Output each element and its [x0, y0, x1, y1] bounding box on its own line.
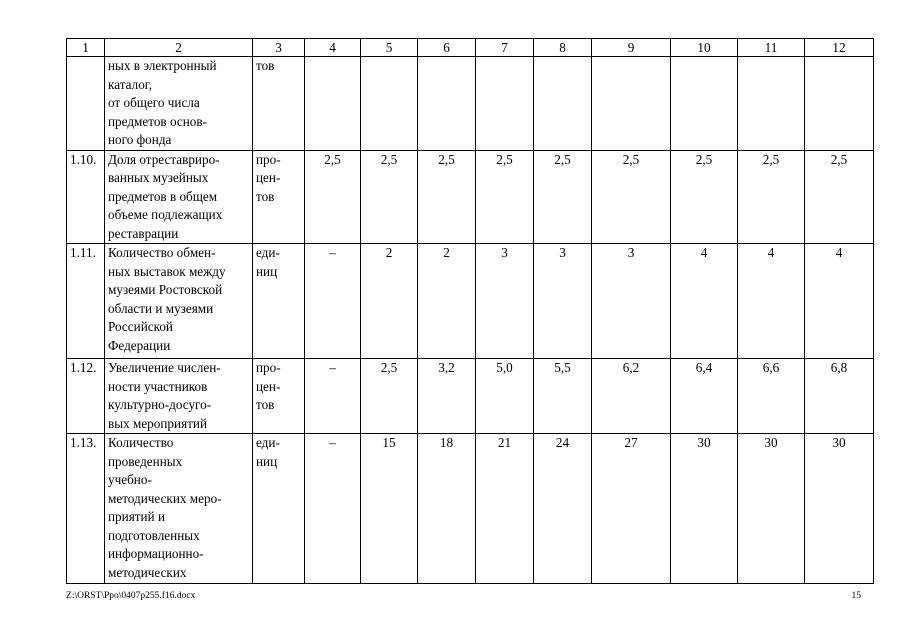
table-row: [67, 244, 874, 359]
value-cell: 2,5: [592, 150, 671, 244]
indicator-name-line: ных выставок между: [108, 263, 226, 279]
value-cell: 24: [534, 434, 592, 584]
value-cell: –: [305, 434, 361, 584]
header-cell: 12: [805, 39, 874, 57]
value-cell: 30: [805, 434, 874, 584]
value-cell: 2,5: [476, 150, 534, 244]
value-cell: 3: [534, 244, 592, 359]
indicator-name-line: предметов в общем: [108, 188, 218, 204]
value-cell: [592, 57, 671, 151]
indicator-name-line: информационно-: [108, 546, 204, 561]
unit-line: про-: [256, 360, 281, 375]
indicator-name: [105, 359, 253, 434]
row-number: 1.11.: [67, 244, 105, 359]
table-row: [67, 57, 874, 151]
value-cell: [534, 57, 592, 151]
indicator-name: [105, 434, 253, 584]
indicator-name-line: Российской: [108, 319, 173, 334]
value-cell: 2,5: [305, 150, 361, 244]
value-cell: [805, 57, 874, 151]
unit-line: тов: [256, 397, 275, 412]
value-cell: 30: [671, 434, 738, 584]
unit-of-measure: [253, 57, 305, 151]
value-cell: 6,6: [738, 359, 805, 434]
value-cell: 4: [671, 244, 738, 359]
indicator-name-line: учебно-: [108, 472, 152, 487]
unit-of-measure: [253, 150, 305, 244]
unit-line: еди-: [256, 245, 280, 260]
value-cell: 2,5: [361, 359, 418, 434]
value-cell: [418, 57, 476, 151]
unit-line: тов: [256, 188, 275, 204]
value-cell: 2,5: [671, 150, 738, 244]
value-cell: 2: [361, 244, 418, 359]
value-cell: 18: [418, 434, 476, 584]
header-cell: 4: [305, 39, 361, 57]
table-row: [67, 434, 874, 584]
value-cell: 5,5: [534, 359, 592, 434]
value-cell: 30: [738, 434, 805, 584]
indicator-name-line: подготовленных: [108, 527, 200, 543]
unit-line: тов: [256, 58, 275, 73]
value-cell: 3: [592, 244, 671, 359]
value-cell: [305, 57, 361, 151]
header-cell: 3: [253, 39, 305, 57]
header-cell: 9: [592, 39, 671, 57]
value-cell: [738, 57, 805, 151]
unit-line: цен-: [256, 378, 281, 394]
indicator-name-line: музеями Ростовской: [108, 282, 223, 297]
value-cell: 2,5: [361, 150, 418, 244]
header-cell: 2: [105, 39, 253, 57]
value-cell: 27: [592, 434, 671, 584]
header-cell: 6: [418, 39, 476, 57]
row-number: [67, 57, 105, 151]
indicator-name-line: каталог,: [108, 76, 153, 92]
row-number: 1.10.: [67, 150, 105, 244]
table-row: [67, 359, 874, 434]
indicator-name-line: культурно-досуго-: [108, 397, 212, 412]
value-cell: 2: [418, 244, 476, 359]
indicator-name-line: вых мероприятий: [108, 415, 208, 431]
indicator-name-line: от общего числа: [108, 95, 200, 110]
indicator-name-line: Доля отреставриро-: [108, 151, 220, 167]
unit-line: цен-: [256, 170, 281, 185]
header-cell: 11: [738, 39, 805, 57]
value-cell: –: [305, 359, 361, 434]
indicator-name-line: ности участников: [108, 378, 208, 394]
value-cell: 3: [476, 244, 534, 359]
unit-line: ниц: [256, 453, 278, 469]
value-cell: 6,8: [805, 359, 874, 434]
indicator-name-line: Увеличение числен-: [108, 360, 221, 375]
value-cell: 2,5: [418, 150, 476, 244]
value-cell: 21: [476, 434, 534, 584]
row-number: 1.13.: [67, 434, 105, 584]
indicator-name-line: реставрации: [108, 225, 179, 241]
header-cell: 10: [671, 39, 738, 57]
indicators-table: [66, 38, 874, 584]
header-cell: 8: [534, 39, 592, 57]
unit-line: еди-: [256, 435, 280, 450]
value-cell: 4: [738, 244, 805, 359]
indicator-name-line: методических меро-: [108, 490, 222, 506]
value-cell: 2,5: [738, 150, 805, 244]
value-cell: 2,5: [805, 150, 874, 244]
indicator-name-line: приятий и: [108, 509, 166, 524]
indicator-name-line: области и музеями: [108, 300, 214, 316]
indicator-name-line: ных в электронный: [108, 58, 217, 73]
row-number: 1.12.: [67, 359, 105, 434]
value-cell: [361, 57, 418, 151]
value-cell: 5,0: [476, 359, 534, 434]
footer-file-path: Z:\ORST\Ppo\0407p255.f16.docx: [66, 591, 196, 601]
value-cell: 6,4: [671, 359, 738, 434]
value-cell: 3,2: [418, 359, 476, 434]
indicator-name: [105, 150, 253, 244]
indicator-name-line: Количество обмен-: [108, 245, 216, 260]
indicator-name-line: ванных музейных: [108, 170, 209, 185]
unit-of-measure: [253, 434, 305, 584]
unit-of-measure: [253, 359, 305, 434]
value-cell: [671, 57, 738, 151]
header-row: [67, 39, 874, 57]
indicator-name: [105, 57, 253, 151]
indicator-name: [105, 244, 253, 359]
unit-line: ниц: [256, 263, 278, 279]
indicator-name-line: проведенных: [108, 453, 183, 469]
value-cell: –: [305, 244, 361, 359]
unit-of-measure: [253, 244, 305, 359]
header-cell: 5: [361, 39, 418, 57]
indicator-name-line: Количество: [108, 435, 174, 450]
value-cell: 6,2: [592, 359, 671, 434]
indicator-name-line: предметов основ-: [108, 113, 207, 129]
indicator-name-line: методических: [108, 564, 187, 580]
value-cell: 4: [805, 244, 874, 359]
indicator-name-line: ного фонда: [108, 132, 172, 147]
indicator-name-line: Федерации: [108, 337, 171, 353]
value-cell: 2,5: [534, 150, 592, 244]
indicator-name-line: объеме подлежащих: [108, 207, 223, 222]
value-cell: [476, 57, 534, 151]
unit-line: про-: [256, 151, 281, 167]
footer-page-number: 15: [851, 591, 861, 601]
header-cell: 7: [476, 39, 534, 57]
header-cell: 1: [67, 39, 105, 57]
value-cell: 15: [361, 434, 418, 584]
table-row: [67, 150, 874, 244]
table-body: [67, 39, 874, 584]
